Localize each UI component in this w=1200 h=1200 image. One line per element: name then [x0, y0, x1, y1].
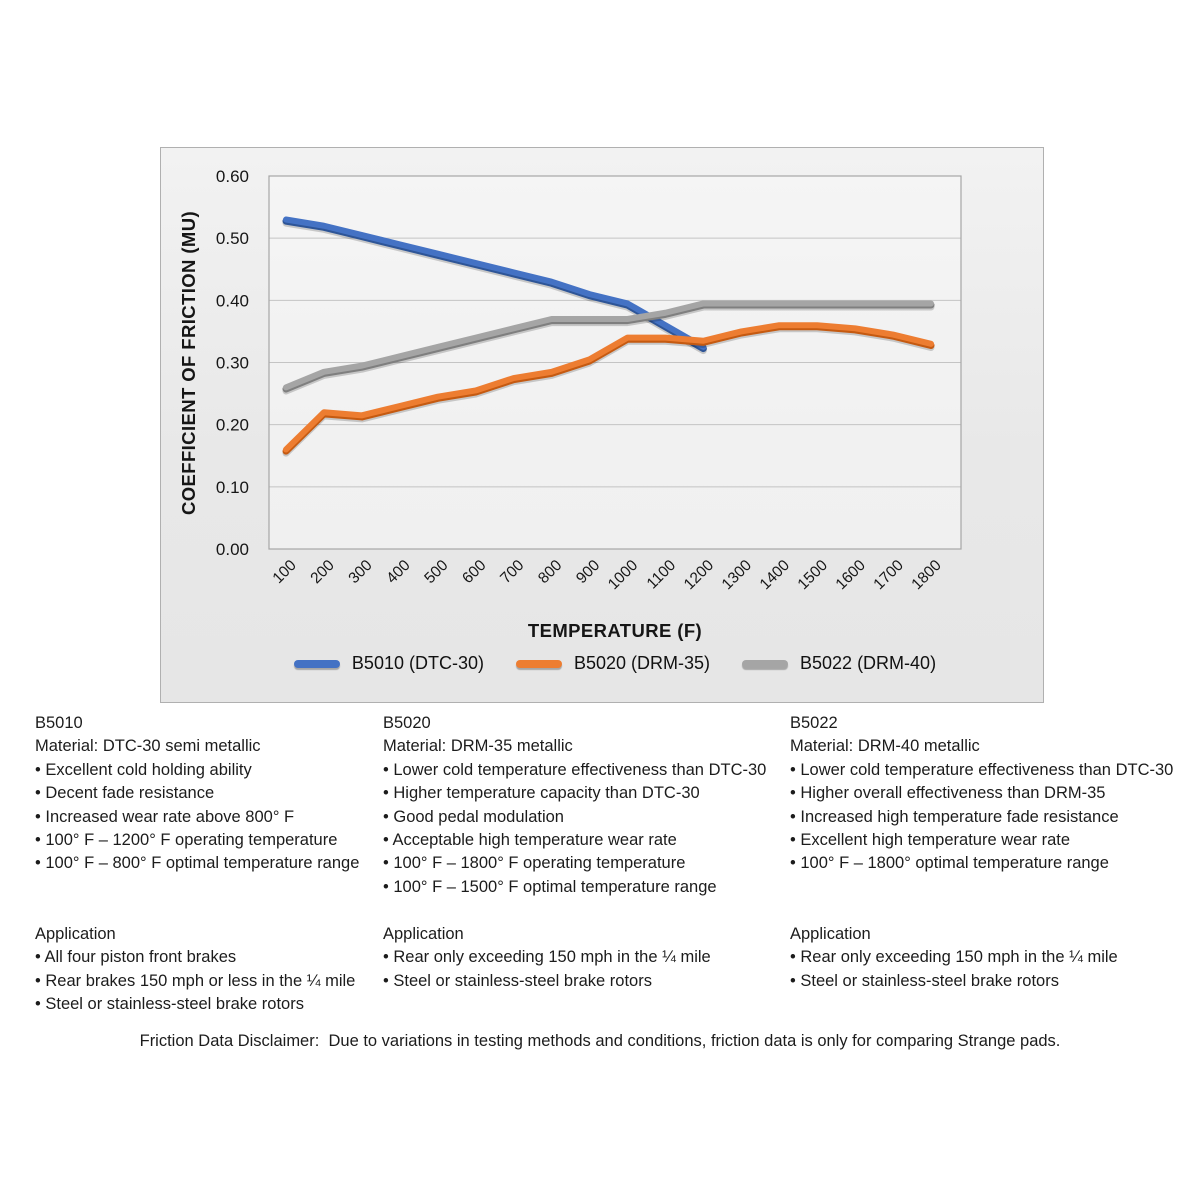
y-tick-label: 0.00 — [215, 540, 249, 559]
bullet-item: • Acceptable high temperature wear rate — [383, 831, 677, 850]
application-block — [790, 923, 1200, 993]
bullet-item: • Lower cold temperature effectiveness than DTC-30 — [790, 760, 1174, 779]
x-tick-label: 800 — [535, 556, 566, 588]
product-column-b5020 — [383, 712, 785, 1042]
bullet-item: • Increased wear rate above 800° F — [35, 807, 295, 826]
bullet-item: • 100° F – 1200° F operating temperature — [35, 831, 338, 850]
x-tick-label: 1100 — [643, 556, 680, 593]
x-tick-label: 900 — [573, 556, 604, 588]
x-tick-label: 1500 — [794, 556, 832, 594]
y-tick-label: 0.50 — [215, 229, 249, 249]
bullet-item: • Excellent high temperature wear rate — [790, 831, 1071, 850]
application-list — [35, 946, 380, 1016]
bullet-item: • Decent fade resistance — [35, 784, 215, 803]
friction-data-disclaimer: Friction Data Disclaimer: Due to variations in testing methods and conditions, friction data is only for comparing Strange pads. — [139, 1032, 1061, 1050]
x-tick-label: 1200 — [680, 556, 718, 594]
bullet-item: • 100° F – 800° F optimal temperature range — [35, 854, 360, 873]
bullet-item: • Steel or stainless-steel brake rotors — [35, 995, 304, 1014]
x-tick-label: 200 — [307, 556, 338, 588]
legend-label: B5010 (DTC-30) — [351, 653, 484, 673]
bullet-item: • Rear only exceeding 150 mph in the ¼ mile — [790, 948, 1118, 967]
legend-item-b5020 — [516, 653, 710, 674]
application-block — [383, 923, 785, 993]
application-title: Application — [790, 925, 871, 943]
bullet-item: • 100° F – 1800° optimal temperature range — [790, 854, 1109, 873]
bullet-item: • Higher overall effectiveness than DRM-35 — [790, 784, 1106, 803]
product-feature-list — [35, 759, 380, 876]
legend-swatch — [742, 660, 788, 668]
x-tick-label: 400 — [383, 556, 414, 588]
bullet-item: • 100° F – 1500° F optimal temperature range — [383, 877, 717, 896]
application-list — [383, 946, 785, 993]
bullet-item: • Increased high temperature fade resistance — [790, 807, 1119, 826]
bullet-item: • Higher temperature capacity than DTC-30 — [383, 784, 700, 803]
x-tick-label: 1300 — [718, 556, 756, 594]
product-material: Material: DRM-35 metallic — [383, 737, 573, 756]
product-id: B5022 — [790, 714, 838, 732]
legend-swatch — [516, 660, 562, 668]
friction-line-chart — [161, 148, 1045, 704]
application-title: Application — [383, 925, 464, 943]
product-material: Material: DTC-30 semi metallic — [35, 737, 261, 756]
legend-label: B5022 (DRM-40) — [800, 653, 937, 673]
legend-swatch — [294, 660, 340, 668]
bullet-item: • Rear brakes 150 mph or less in the ¼ mile — [35, 971, 356, 990]
legend-label: B5020 (DRM-35) — [573, 653, 711, 673]
x-tick-label: 700 — [497, 556, 528, 588]
y-tick-label: 0.40 — [215, 291, 249, 311]
application-title: Application — [35, 925, 116, 943]
bullet-item: • All four piston front brakes — [35, 948, 237, 967]
x-tick-label: 1600 — [832, 556, 869, 594]
y-tick-label: 0.30 — [215, 353, 249, 373]
chart-legend — [269, 653, 961, 674]
y-tick-label: 0.60 — [215, 167, 249, 186]
bullet-item: • Excellent cold holding ability — [35, 760, 252, 779]
x-tick-label: 500 — [421, 556, 452, 588]
product-feature-list — [790, 759, 1200, 876]
bullet-item: • Steel or stainless-steel brake rotors — [790, 971, 1059, 990]
legend-item-b5010 — [294, 653, 484, 674]
product-feature-list — [383, 759, 785, 899]
bullet-item: • Rear only exceeding 150 mph in the ¼ mile — [383, 948, 711, 967]
application-block — [35, 923, 380, 1017]
x-tick-label: 1700 — [870, 556, 907, 594]
y-axis-title: COEFFICIENT OF FRICTION (MU) — [178, 210, 199, 516]
friction-chart-panel — [160, 147, 1044, 703]
product-id: B5010 — [35, 714, 83, 732]
x-tick-label: 600 — [459, 556, 490, 588]
bullet-item: • Steel or stainless-steel brake rotors — [383, 971, 652, 990]
x-tick-label: 1400 — [756, 556, 794, 594]
bullet-item: • Good pedal modulation — [383, 807, 564, 826]
application-list — [790, 946, 1200, 993]
y-tick-label: 0.10 — [215, 477, 249, 497]
x-tick-label: 1800 — [908, 556, 945, 594]
product-column-b5010 — [35, 712, 380, 1042]
bullet-item: • 100° F – 1800° F operating temperature — [383, 854, 686, 873]
x-tick-label: 1000 — [604, 556, 642, 594]
y-tick-label: 0.20 — [215, 415, 249, 435]
legend-item-b5022 — [742, 653, 936, 674]
bullet-item: • Lower cold temperature effectiveness than DTC-30 — [383, 760, 767, 779]
product-material: Material: DRM-40 metallic — [790, 737, 980, 756]
product-id: B5020 — [383, 714, 431, 732]
x-axis-title: TEMPERATURE (F) — [527, 620, 703, 641]
product-column-b5022 — [790, 712, 1200, 1042]
x-tick-label: 300 — [345, 556, 376, 588]
x-tick-label: 100 — [269, 556, 300, 588]
